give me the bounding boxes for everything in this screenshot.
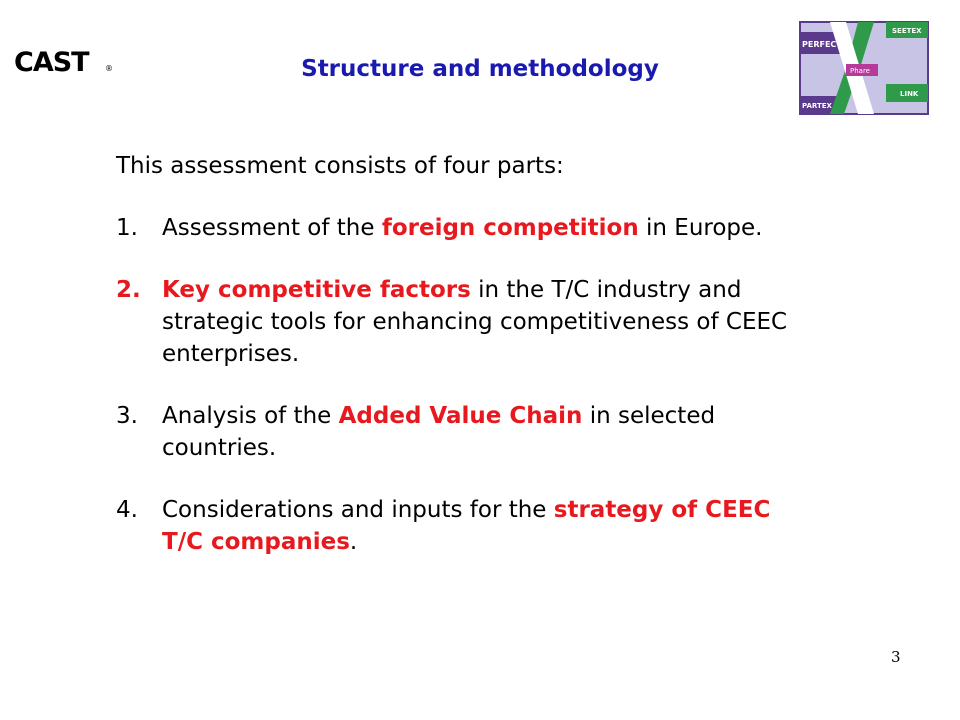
item-number: 2. [116, 277, 141, 303]
logo-word-seetex: SEETEX [892, 27, 922, 35]
item-highlight: foreign competition [381, 215, 639, 241]
item-text [162, 400, 816, 464]
list-item-4 [116, 494, 816, 558]
item-highlight: strategy of CEEC T/C companies [162, 497, 771, 555]
list-item-1 [116, 212, 816, 244]
slide-body [116, 150, 816, 588]
item-highlight: Added Value Chain [338, 403, 583, 429]
item-post: in the T/C industry and strategic tools for enhancing competitiveness of CEEC enterprises. [162, 277, 788, 367]
logo-word-phare: Phare [850, 67, 870, 75]
item-text [162, 274, 816, 370]
intro-text: This assessment consists of four parts: [116, 153, 564, 179]
item-number: 3. [116, 403, 138, 429]
item-pre: Analysis of the [162, 403, 339, 429]
item-post: in selected countries. [162, 403, 716, 461]
logo-word-partex: PARTEX [802, 102, 832, 110]
item-post: in Europe. [638, 215, 763, 241]
item-text [162, 494, 816, 558]
item-post: . [349, 529, 358, 555]
page-title: Structure and methodology [301, 56, 659, 82]
logo-word-link: LINK [900, 90, 919, 98]
registered-mark: ® [105, 64, 113, 73]
logo-word-perfect: PERFECT [802, 40, 842, 49]
item-pre: Considerations and inputs for the [162, 497, 554, 523]
cast-logo-text: CAST [14, 47, 89, 78]
item-number: 4. [116, 497, 138, 523]
page-number: 3 [891, 648, 901, 666]
list-item-2 [116, 274, 816, 370]
phare-logo [800, 22, 928, 114]
item-text [162, 212, 816, 244]
item-highlight: Key competitive factors [162, 277, 471, 303]
list-item-3 [116, 400, 816, 464]
item-number: 1. [116, 215, 138, 241]
item-pre: Assessment of the [162, 215, 382, 241]
